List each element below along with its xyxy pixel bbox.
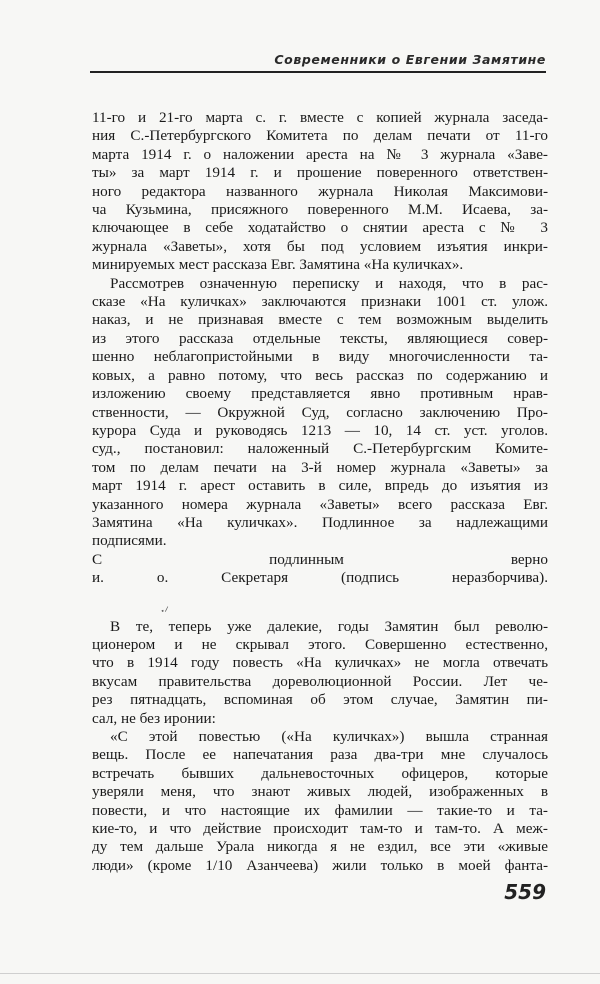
text-line: сал, не без иронии: [92, 709, 216, 727]
text-line: ты» за март 1914 г. и прошение поверенного ответствен- [92, 164, 548, 182]
text-line: кие-то, и что действие происходит там-то и там-то. А меж- [92, 820, 548, 838]
text-line: том по делам печати на 3-й номер журнала «Заветы» за [92, 458, 548, 476]
text-line: что в 1914 году повесть «На куличках» не могла отвечать [92, 654, 548, 672]
text-line: Замятина «На куличках». Подлинное за надлежащими [92, 513, 548, 531]
text-line: Рассмотрев означенную переписку и находя, что в рас- [110, 274, 548, 292]
text-line: ду тем дальше Урала никогда я не ездил, все эти «живые [92, 838, 548, 856]
text-line: вещь. После ее напечатания раза два-три мне случалось [92, 746, 548, 764]
page-number: 559 [504, 880, 546, 904]
paragraph-4 [92, 728, 548, 875]
text-line: марта 1914 г. о наложении ареста на № 3 журнала «Заве- [92, 145, 548, 163]
paragraph-2 [92, 275, 548, 551]
text-line: встречать бывших дальневосточных офицеров, которые [92, 764, 548, 782]
text-line: рез пятнадцать, вспоминая об этом случае, Замятин пи- [92, 691, 548, 709]
text-block [92, 109, 548, 875]
text-line: шенно неблагопристойными в виду многочисленности та- [92, 348, 548, 366]
text-line: курора Суда и руководясь 1213 — 10, 14 ст. уст. уголов. [92, 421, 548, 439]
signature-line: С подлинным верно [92, 550, 548, 568]
text-line: ственности, — Окружной Суд, согласно заключению Про- [92, 403, 548, 421]
page-bottom-edge [0, 973, 600, 974]
text-line: ключающее в себе ходатайство о снятии ареста с № 3 [92, 219, 548, 237]
text-line: март 1914 г. арест оставить в силе, впредь до изъятия из [92, 477, 548, 495]
text-line: ковых, а равно потому, что весь рассказ по содержанию и [92, 366, 548, 384]
text-line: ния С.-Петербургского Комитета по делам печати от 11-го [92, 127, 548, 145]
paragraph-1 [92, 109, 548, 275]
text-line: уверяли меня, что знают живых людей, изображенных в [92, 783, 548, 801]
text-line: указанного номера журнала «Заветы» всего рассказа Евг. [92, 495, 548, 513]
header-rule [90, 71, 546, 73]
text-line: ного редактора названного журнала Николая Максимови- [92, 182, 548, 200]
text-line: подписями. [92, 532, 167, 550]
text-line: суд., постановил: наложенный С.-Петербургским Комите- [92, 440, 548, 458]
text-line: вкусам правительства дореволюционной России. Лет че- [92, 672, 548, 690]
text-line: журнала «Заветы», хотя бы под условием изъятия инкри- [92, 237, 548, 255]
paragraph-3 [92, 618, 548, 728]
text-line: из этого рассказа отдельные тексты, являющиеся совер- [92, 329, 548, 347]
text-line: 11-го и 21-го марта с. г. вместе с копией журнала заседа- [92, 109, 548, 126]
text-line: «С этой повестью («На куличках») вышла странная [110, 728, 548, 745]
text-line: наказ, и не признавая вместе с тем возможным выделить [92, 311, 548, 329]
signature-line: и. о. Секретаря (подпись неразборчива). [92, 569, 548, 587]
handwritten-mark-icon: ᎐⸝ [158, 598, 171, 615]
text-line: ча Кузьмина, присяжного поверенного М.М. Исаева, за- [92, 201, 548, 219]
text-line: ционером и не скрывал этого. Совершенно естественно, [92, 635, 548, 653]
text-line: люди» (кроме 1/10 Азанчеева) жили только в моей фанта- [92, 856, 548, 874]
text-line: сказе «На куличках» заключаются признаки 1001 ст. улож. [92, 293, 548, 311]
text-line: повести, и что настоящие их фамилии — такие-то и та- [92, 801, 548, 819]
text-line: изложению своему представляется явно противным нрав- [92, 385, 548, 403]
text-line: В те, теперь уже далекие, годы Замятин был револю- [110, 617, 548, 635]
signature-block [92, 551, 548, 588]
text-line: минируемых мест рассказа Евг. Замятина «На куличках». [92, 256, 464, 274]
running-head: Современники о Евгении Замятине [274, 52, 546, 67]
